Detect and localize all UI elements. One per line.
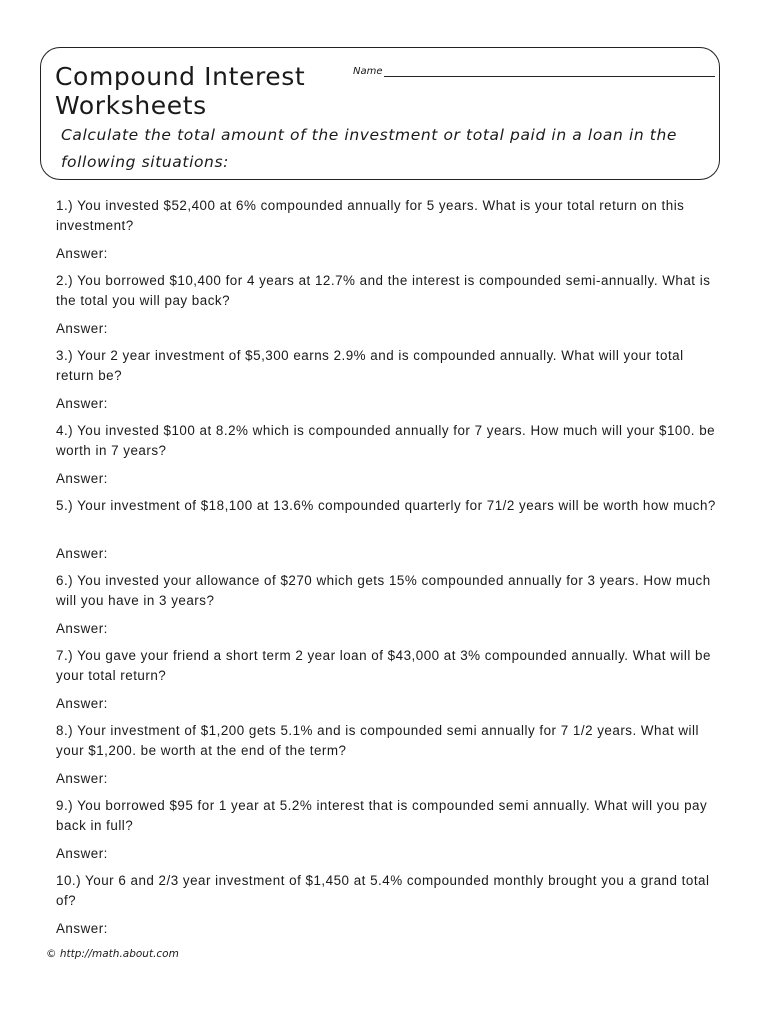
answer-label: Answer: [56,696,108,711]
question-item [56,571,716,646]
answer-label: Answer: [56,321,108,336]
answer-label: Answer: [56,921,108,936]
answer-label: Answer: [56,471,108,486]
name-field [353,64,715,77]
question-item [56,796,716,871]
copyright-footer: © http://math.about.com [46,948,179,960]
title-line-1: Compound Interest [55,62,306,91]
question-item [56,421,716,496]
question-text: 7.) You gave your friend a short term 2 year loan of $43,000 at 3% compounded annually. What will be your total return? [56,648,711,683]
question-item [56,871,716,946]
answer-label: Answer: [56,546,108,561]
question-text: 6.) You invested your allowance of $270 which gets 15% compounded annually for 3 years. How much will you have in 3 years? [56,573,711,608]
instructions: Calculate the total amount of the investment or total paid in a loan in the following situations: [61,126,678,171]
question-item [56,271,716,346]
question-list [56,196,716,946]
question-item [56,721,716,796]
question-text: 5.) Your investment of $18,100 at 13.6% compounded quarterly for 71/2 years will be worth how much? [56,498,716,513]
question-text: 3.) Your 2 year investment of $5,300 earns 2.9% and is compounded annually. What will your total return be? [56,348,684,383]
question-item [56,496,716,571]
title-line-2: Worksheets [55,91,207,120]
answer-label: Answer: [56,846,108,861]
question-item [56,346,716,421]
question-item [56,646,716,721]
question-text: 2.) You borrowed $10,400 for 4 years at 12.7% and the interest is compounded semi-annually. What is the total you will pay back? [56,273,711,308]
question-item [56,196,716,271]
worksheet-title [55,62,305,120]
answer-label: Answer: [56,246,108,261]
question-text: 8.) Your investment of $1,200 gets 5.1% and is compounded semi annually for 7 1/2 years. What will your $1,200. be worth at the end of the term? [56,723,699,758]
question-text: 4.) You invested $100 at 8.2% which is compounded annually for 7 years. How much will your $100. be worth in 7 years? [56,423,716,458]
question-text: 9.) You borrowed $95 for 1 year at 5.2% interest that is compounded semi annually. What will you pay back in full? [56,798,708,833]
name-write-line [384,64,715,77]
name-label: Name [353,66,383,77]
question-text: 10.) Your 6 and 2/3 year investment of $1,450 at 5.4% compounded monthly brought you a grand total of? [56,873,710,908]
answer-label: Answer: [56,771,108,786]
answer-label: Answer: [56,396,108,411]
answer-label: Answer: [56,621,108,636]
question-text: 1.) You invested $52,400 at 6% compounded annually for 5 years. What is your total return on this investment? [56,198,685,233]
worksheet-header [40,47,720,180]
